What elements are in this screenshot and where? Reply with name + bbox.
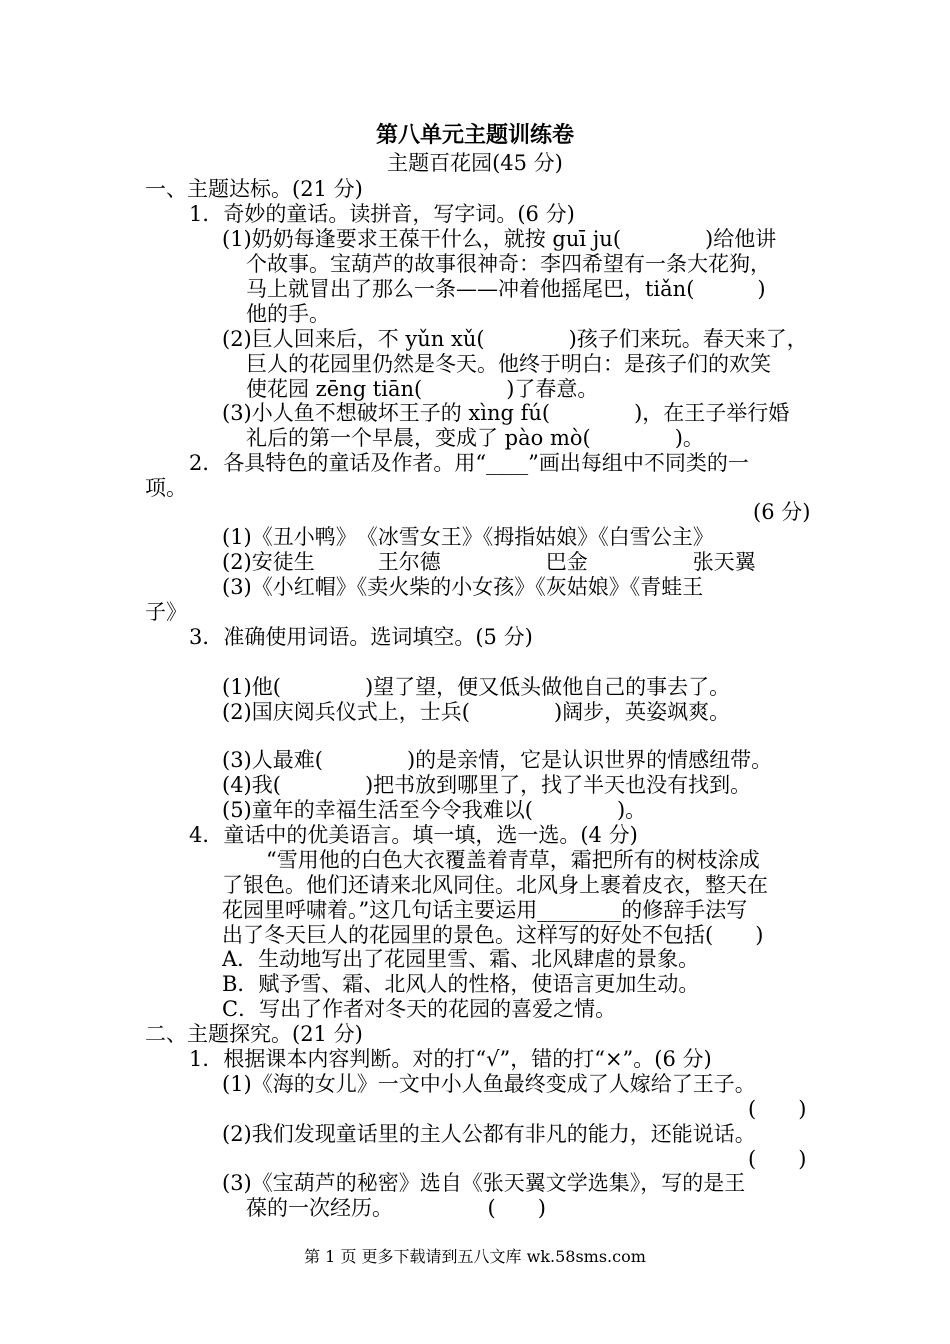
- question-line: (1)《海的女儿》一文中小人鱼最终变成了人嫁给了王子。: [222, 1072, 756, 1096]
- question-line: 礼后的第一个早晨，变成了 pào mò( )。: [246, 426, 704, 450]
- page-footer: 第 1 页 更多下载请到五八文库 wk.58sms.com: [304, 1247, 646, 1266]
- page-title: 第八单元主题训练卷: [375, 122, 574, 148]
- answer-parentheses: ( ): [748, 1147, 807, 1171]
- page-subtitle: 主题百花园(45 分): [387, 151, 563, 175]
- question-line: (3)《宝葫芦的秘密》选自《张天翼文学选集》，写的是王: [222, 1171, 746, 1195]
- score-label: (6 分): [753, 500, 811, 524]
- question-heading: 1．奇妙的童话。读拼音，写字词。(6 分): [189, 202, 575, 226]
- question-line: 他的手。: [246, 302, 330, 326]
- passage-line: 了银色。他们还请来北风同住。北风身上裹着皮衣，整天在: [222, 873, 768, 897]
- question-line: (1)《丑小鸭》 《冰雪女王》《拇指姑娘》《白雪公主》: [222, 525, 714, 549]
- question-heading: 2．各具特色的童话及作者。用“____”画出每组中不同类的一: [189, 451, 749, 475]
- question-line: (3)人最难( )的是亲情，它是认识世界的情感纽带。: [222, 748, 773, 772]
- question-line: 个故事。宝葫芦的故事很神奇：李四希望有一条大花狗，: [246, 252, 771, 276]
- question-line: (2)安徒生 王尔德 巴金 张天翼: [222, 550, 756, 574]
- question-line: (2)国庆阅兵仪式上，士兵( )阔步，英姿飒爽。: [222, 700, 731, 724]
- passage-line: 出了冬天巨人的花园里的景色。这样写的好处不包括( ): [222, 923, 764, 947]
- question-line: 子》: [145, 600, 187, 624]
- section-heading: 一、主题达标。(21 分): [145, 177, 363, 201]
- answer-parentheses: ( ): [748, 1097, 807, 1121]
- passage-line: “雪用他的白色大衣覆盖着青草，霜把所有的树枝涂成: [266, 848, 760, 872]
- question-line: 马上就冒出了那么一条——冲着他摇尾巴，tiǎn( ): [246, 277, 766, 301]
- question-line: 巨人的花园里仍然是冬天。他终于明白：是孩子们的欢笑: [246, 352, 771, 376]
- question-line: 使花园 zēng tiān( )了春意。: [246, 377, 599, 401]
- question-line: (2)巨人回来后，不 yǔn xǔ( )孩子们来玩。春天来了，: [222, 327, 808, 351]
- option-a: A．生动地写出了花园里雪、霜、北风肆虐的景象。: [222, 947, 700, 971]
- question-heading: 4．童话中的优美语言。填一填，选一选。(4 分): [189, 823, 638, 847]
- question-line: (5)童年的幸福生活至今令我难以( )。: [222, 798, 647, 822]
- option-c: C．写出了作者对冬天的花园的喜爱之情。: [222, 997, 617, 1021]
- question-line: (3)《小红帽》《卖火柴的小女孩》《灰姑娘》《青蛙王: [222, 575, 704, 599]
- question-heading: 1．根据课本内容判断。对的打“√”，错的打“×”。(6 分): [189, 1047, 712, 1071]
- question-line: 葆的一次经历。 ( ): [246, 1196, 546, 1220]
- question-heading: 3．准确使用词语。选词填空。(5 分): [189, 625, 533, 649]
- question-line: (3)小人鱼不想破坏王子的 xìng fú( )，在王子举行婚: [222, 401, 790, 425]
- question-line: 项。: [145, 476, 187, 500]
- passage-line: 花园里呼啸着。”这几句话主要运用________的修辞手法写: [222, 898, 748, 922]
- option-b: B．赋予雪、霜、北风人的性格，使语言更加生动。: [222, 972, 700, 996]
- section-heading: 二、主题探究。(21 分): [145, 1022, 363, 1046]
- question-line: (1)奶奶每逢要求王葆干什么，就按 guī ju( )给他讲: [222, 227, 777, 251]
- question-line: (1)他( )望了望，便又低头做他自己的事去了。: [222, 675, 731, 699]
- question-line: (2)我们发现童话里的主人公都有非凡的能力，还能说话。: [222, 1122, 756, 1146]
- question-line: (4)我( )把书放到哪里了，找了半天也没有找到。: [222, 773, 752, 797]
